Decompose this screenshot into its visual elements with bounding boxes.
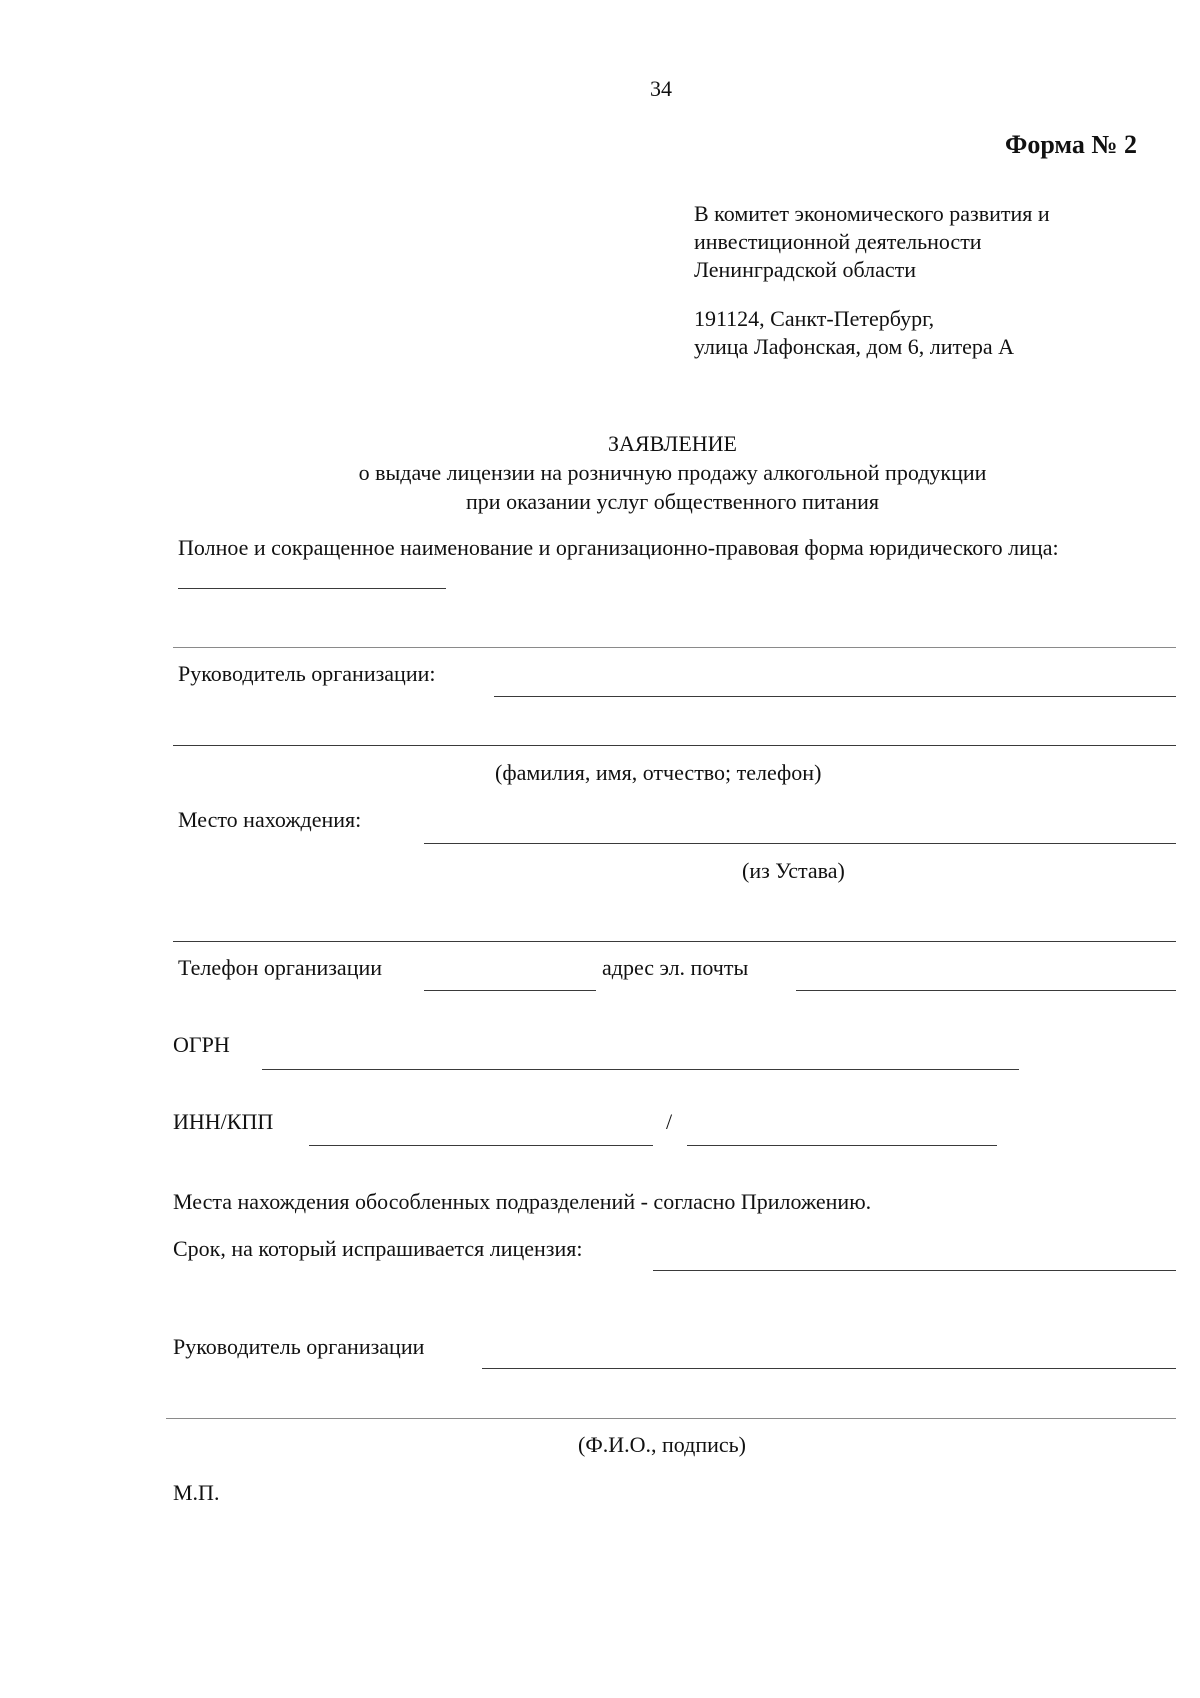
address-line-2: улица Лафонская, дом 6, литера А [694,334,1015,359]
head-hint: (фамилия, имя, отчество; телефон) [495,760,822,785]
stamp-label: М.П. [173,1480,220,1505]
addressee-line-3: Ленинградской области [694,257,916,282]
title-heading: ЗАЯВЛЕНИЕ [608,431,737,456]
email-field[interactable] [796,990,1176,991]
inn-kpp-label: ИНН/КПП [173,1109,274,1134]
title-line-2: при оказании услуг общественного питания [466,489,879,514]
kpp-field[interactable] [687,1145,997,1146]
addressee-line-1: В комитет экономического развития и [694,201,1050,226]
term-label: Срок, на который испрашивается лицензия: [173,1236,583,1261]
phone-field[interactable] [424,990,596,991]
head-field[interactable] [494,696,1176,697]
signature-label: Руководитель организации [173,1334,425,1359]
location-label: Место нахождения: [178,807,362,832]
full-name-field-short[interactable] [178,588,446,589]
addressee-line-2: инвестиционной деятельности [694,229,982,254]
location-field[interactable] [424,843,1176,844]
signature-hint: (Ф.И.О., подпись) [578,1432,746,1457]
full-name-field[interactable] [173,647,1176,648]
ogrn-label: ОГРН [173,1032,230,1057]
form-number: Форма № 2 [1005,130,1138,159]
ogrn-field[interactable] [262,1069,1019,1070]
page-number: 34 [650,76,672,101]
inn-kpp-separator: / [666,1109,673,1134]
head-field-continued[interactable] [173,745,1176,746]
title-line-1: о выдаче лицензии на розничную продажу алкогольной продукции [358,460,987,485]
location-hint: (из Устава) [742,858,845,883]
address-line-1: 191124, Санкт-Петербург, [694,306,935,331]
term-field[interactable] [653,1270,1176,1271]
location-field-continued[interactable] [173,941,1176,942]
branches-text: Места нахождения обособленных подразделений - согласно Приложению. [173,1189,872,1214]
signature-field[interactable] [482,1368,1176,1369]
full-name-label: Полное и сокращенное наименование и организационно-правовая форма юридического лица: [178,535,1059,560]
phone-label: Телефон организации [178,955,383,980]
head-label: Руководитель организации: [178,661,436,686]
email-label: адрес эл. почты [602,955,749,980]
inn-field[interactable] [309,1145,653,1146]
signature-field-continued[interactable] [166,1418,1176,1419]
